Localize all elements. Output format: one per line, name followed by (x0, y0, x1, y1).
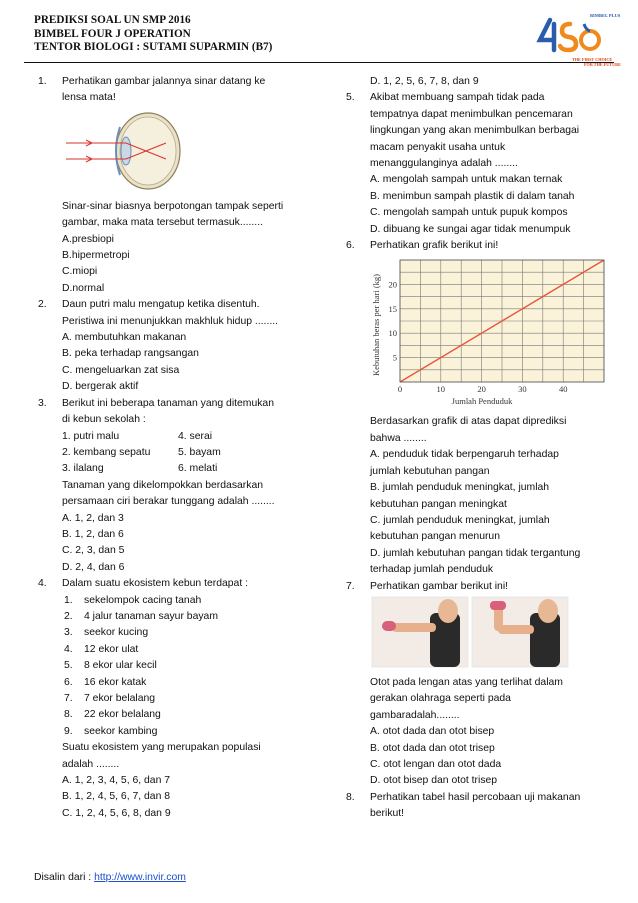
logo-tagline-2: FOR THE FUTURE (584, 62, 621, 67)
option-a-cont: jumlah kebutuhan pangan (370, 465, 490, 477)
plant-item: 4. serai (178, 430, 213, 442)
question-5 (346, 90, 606, 238)
option-d: D.normal (62, 282, 105, 294)
question-stem: Perhatikan tabel hasil percobaan uji makanan (370, 791, 581, 803)
option-d-cont: terhadap jumlah penduduk (370, 564, 494, 576)
document-header (34, 14, 272, 55)
question-text: Sinar-sinar biasnya berpotongan tampak seperti (62, 200, 284, 212)
list-item: 9. seekor kambing (64, 725, 158, 737)
option-b: B. peka terhadap rangsangan (62, 348, 199, 360)
option-a: A. membutuhkan makanan (62, 332, 187, 344)
header-line-3: TENTOR BIOLOGI : SUTAMI SUPARMIN (B7) (34, 41, 273, 53)
question-stem: lingkungan yang akan menimbulkan berbagai (370, 125, 580, 137)
option-c: C. mengeluarkan zat sisa (62, 364, 180, 376)
eye-lens-diagram (62, 109, 182, 193)
question-stem: Akibat membuang sampah tidak pada (370, 92, 545, 104)
option-d: D. otot bisep dan otot trisep (370, 775, 498, 787)
option-c: C. jumlah penduduk meningkat, jumlah (370, 514, 550, 526)
question-2 (38, 297, 300, 395)
option-a: A. 1, 2, 3, 4, 5, 6, dan 7 (62, 775, 171, 787)
list-item: 5. 8 ekor ular kecil (64, 660, 157, 672)
list-item: 1. sekelompok cacing tanah (64, 594, 202, 606)
option-c-cont: kebutuhan pangan menurun (370, 531, 500, 543)
footer (34, 872, 186, 883)
x-tick-label: 10 (436, 384, 446, 395)
header-line-1: PREDIKSI SOAL UN SMP 2016 (34, 14, 191, 26)
option-d: D. 2, 4, dan 6 (62, 561, 125, 573)
option-b: B. otot dada dan otot trisep (370, 742, 495, 754)
question-text: Otot pada lengan atas yang terlihat dalam (370, 676, 563, 688)
y-tick-label: 20 (388, 279, 397, 290)
question-text: gambaradalah........ (370, 709, 460, 721)
question-6 (346, 238, 606, 578)
logo-brand: BIMBEL PLUS (590, 13, 621, 18)
option-d: D. 1, 2, 5, 6, 7, 8, dan 9 (370, 76, 479, 87)
bimbel-logo (536, 10, 621, 70)
logo-swoosh-shape (584, 24, 590, 31)
question-stem: Perhatikan gambar jalannya sinar datang ke (62, 76, 266, 87)
x-tick-label: 30 (518, 384, 527, 395)
logo-s-shape (560, 24, 576, 50)
footer-label: Disalin dari : (34, 872, 95, 883)
plant-item: 6. melati (178, 463, 218, 475)
logo-tagline-1: THE FIRST CHOICE (572, 57, 613, 62)
question-text: bahwa ........ (370, 432, 427, 444)
question-3 (38, 396, 300, 576)
logo-ring-shape (581, 31, 599, 49)
question-7 (346, 579, 606, 790)
question-4-continued (346, 74, 606, 90)
question-text: persamaan ciri berakar tunggang adalah ........ (62, 496, 275, 508)
question-stem: Berikut ini beberapa tanaman yang ditemukan (62, 397, 274, 409)
list-item: 6. 16 ekor katak (64, 676, 147, 688)
question-stem: berikut! (370, 808, 405, 820)
question-text: Suatu ekosistem yang merupakan populasi (62, 742, 261, 754)
question-4 (38, 576, 300, 822)
x-tick-label: 20 (477, 384, 486, 395)
chart-x-label: Jumlah Penduduk (451, 396, 513, 407)
option-c: C.miopi (62, 266, 98, 278)
left-column (38, 74, 300, 822)
option-c: C. 2, 3, dan 5 (62, 545, 125, 557)
photo-arm-flexed (472, 597, 568, 667)
plant-list-row (62, 461, 300, 477)
option-d: D. dibuang ke sungai agar tidak menumpuk (370, 223, 571, 235)
question-stem: tempatnya dapat menimbulkan pencemaran (370, 108, 573, 120)
question-stem: di kebun sekolah : (62, 414, 146, 426)
chart-y-label: Kebutuhan beras per hari (kg) (371, 274, 381, 377)
photo-arm-extended (372, 597, 468, 667)
plant-item: 1. putri malu (62, 430, 120, 442)
x-tick-label: 0 (397, 384, 403, 395)
option-b: B. 1, 2, dan 6 (62, 528, 124, 540)
option-b-cont: kebutuhan pangan meningkat (370, 498, 507, 510)
question-text: gambar, maka mata tersebut termasuk........ (62, 217, 263, 229)
plant-list-row (62, 429, 300, 445)
option-c: C. otot lengan dan otot dada (370, 758, 502, 770)
question-number: 5. (346, 92, 355, 104)
question-text: gerakan olahraga seperti pada (370, 693, 511, 705)
question-stem: macam penyakit usaha untuk (370, 141, 506, 153)
plant-item: 3. ilalang (62, 463, 104, 475)
option-b: B. 1, 2, 4, 5, 6, 7, dan 8 (62, 791, 171, 803)
option-a: A. penduduk tidak berpengaruh terhadap (370, 449, 559, 461)
option-a: A.presbiopi (62, 233, 114, 245)
option-b: B. menimbun sampah plastik di dalam tanah (370, 190, 575, 202)
plant-list-row (62, 445, 300, 461)
header-line-2: BIMBEL FOUR J OPERATION (34, 27, 191, 40)
right-column (346, 74, 606, 823)
question-number: 8. (346, 791, 355, 803)
question-number: 4. (38, 578, 47, 590)
question-number: 1. (38, 76, 47, 87)
y-tick-label: 10 (388, 328, 397, 339)
question-text: adalah ........ (62, 758, 120, 770)
list-item: 7. 7 ekor belalang (64, 693, 156, 704)
option-b: B. jumlah penduduk meningkat, jumlah (370, 482, 550, 494)
option-c: C. mengolah sampah untuk pupuk kompos (370, 207, 568, 219)
option-b: B.hipermetropi (62, 250, 130, 262)
question-stem: Dalam suatu ekosistem kebun terdapat : (62, 578, 248, 590)
plant-item: 2. kembang sepatu (62, 446, 151, 458)
question-1 (38, 74, 300, 297)
source-link[interactable]: http://www.invir.com (94, 872, 186, 883)
plant-item: 5. bayam (178, 446, 221, 458)
y-tick-label: 15 (388, 304, 397, 315)
option-a: A. 1, 2, dan 3 (62, 512, 124, 524)
list-item: 2. 4 jalur tanaman sayur bayam (64, 610, 218, 622)
list-item: 8. 22 ekor belalang (64, 709, 161, 721)
option-c: C. 1, 2, 4, 5, 6, 8, dan 9 (62, 807, 171, 819)
x-tick-label: 40 (558, 384, 568, 395)
question-stem: lensa mata! (62, 92, 116, 104)
question-number: 3. (38, 397, 47, 409)
question-number: 7. (346, 580, 355, 592)
question-text: Tanaman yang dikelompokkan berdasarkan (62, 479, 264, 491)
question-number: 2. (38, 299, 47, 311)
list-item: 3. seekor kucing (64, 627, 149, 639)
question-stem: Perhatikan grafik berikut ini! (370, 240, 499, 252)
y-tick-label: 5 (392, 353, 397, 364)
question-stem: Peristiwa ini menunjukkan makhluk hidup ........ (62, 315, 278, 327)
option-d: D. bergerak aktif (62, 381, 139, 393)
arm-exercise-photos (370, 597, 570, 669)
option-a: A. mengolah sampah untuk makan ternak (370, 174, 563, 186)
question-8 (346, 790, 606, 823)
question-stem: menanggulanginya adalah ........ (370, 158, 518, 170)
question-stem: Daun putri malu mengatup ketika disentuh. (62, 299, 260, 311)
list-item: 4. 12 ekor ulat (64, 643, 139, 655)
header-divider (24, 62, 614, 63)
option-d: D. jumlah kebutuhan pangan tidak tergantung (370, 547, 581, 559)
lens-shape (121, 137, 131, 165)
question-text: Berdasarkan grafik di atas dapat diprediksi (370, 416, 567, 428)
logo-four-shape (540, 20, 554, 50)
option-a: A. otot dada dan otot bisep (370, 726, 495, 738)
question-stem: Perhatikan gambar berikut ini! (370, 580, 509, 592)
population-rice-chart (370, 256, 604, 408)
question-number: 6. (346, 240, 355, 252)
